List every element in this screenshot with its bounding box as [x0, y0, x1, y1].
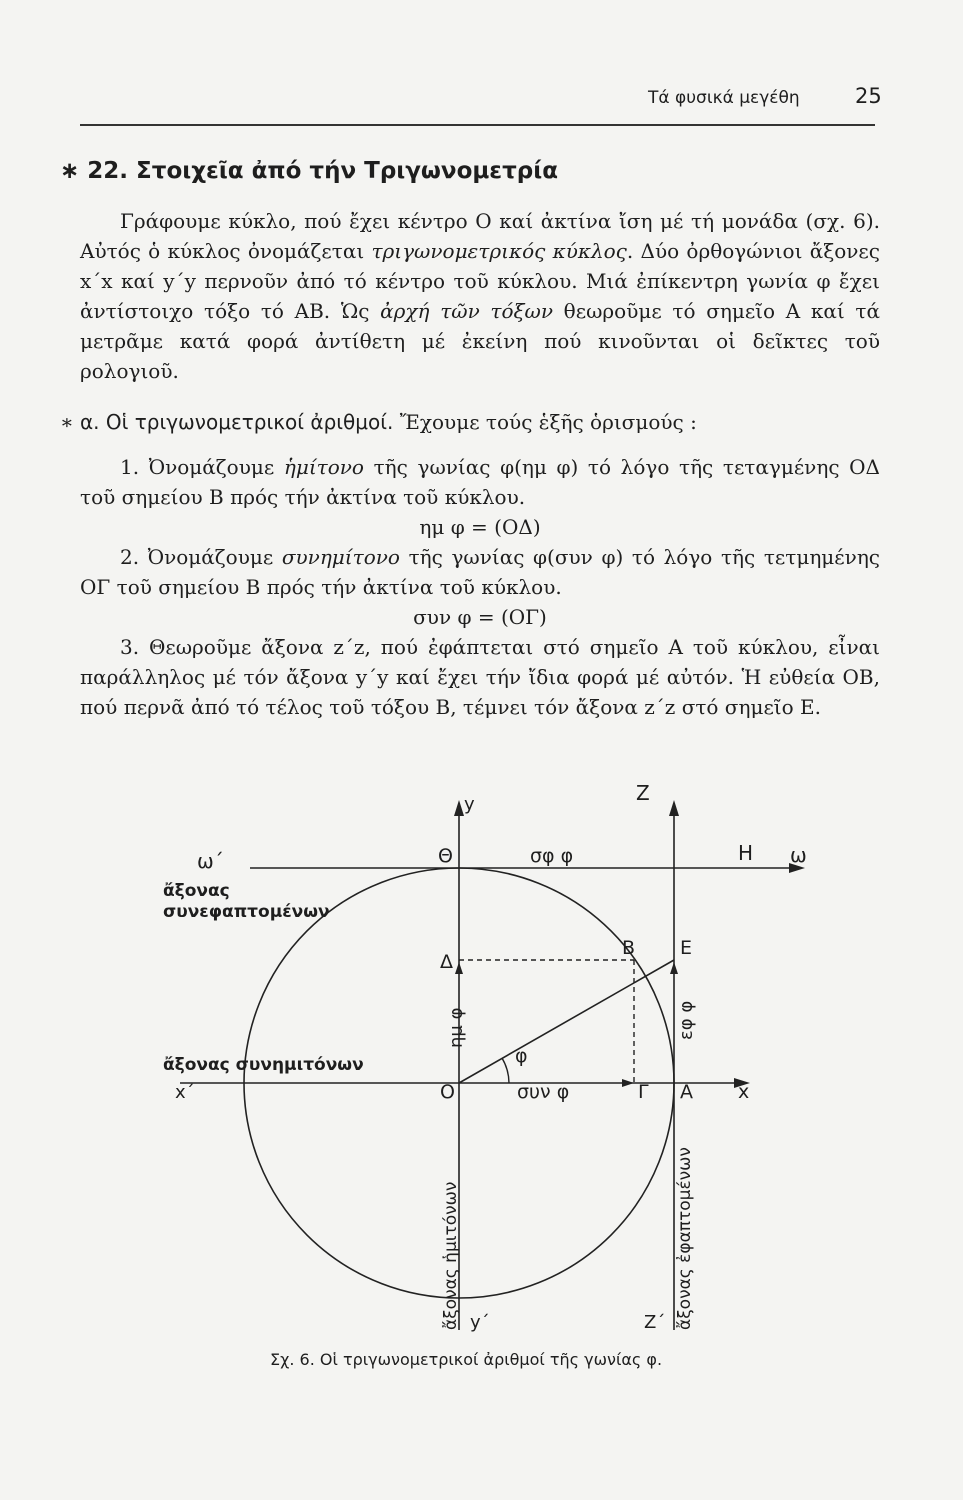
label-gamma: Γ [638, 1081, 649, 1103]
cot-axis-label-1: ἄξονας [163, 881, 230, 901]
subsection-text: Ἔχουμε τούς ἑξῆς ὁρισμούς : [393, 410, 697, 434]
intro-text-3: θεωροῦμε τό σημεῖο Α καί τά μετρᾶμε κατά φορά ἀντίθετη μέ ἐκείνη πού κινοῦνται οἱ δεῖκτες τοῦ ρολογιοῦ. [80, 299, 880, 383]
label-o: Ο [440, 1081, 455, 1103]
label-a: Α [680, 1081, 693, 1103]
label-y-prime: y΄ [470, 1312, 490, 1333]
intro-text-1: Γράφουμε κύκλο, πού ἔχει κέντρο Ο καί ἀκτίνα ἴση μέ τή μονάδα (σχ. 6). Αὐτός ὁ κύκλος ὀνομάζεται [80, 209, 880, 263]
intro-term-2: ἀρχή τῶν τόξων [380, 299, 553, 323]
label-theta: Θ [438, 845, 453, 867]
label-cot-phi: σφ φ [530, 845, 574, 867]
formula-sine: ημ φ = (ΟΔ) [419, 515, 541, 539]
definition-3: 3. Θεωροῦμε ἄξονα z΄z, πού ἐφάπτεται στό σημεῖο Α τοῦ κύκλου, εἶναι παράλληλος μέ τόν ἄξονα y΄y καί ἔχει τήν ἴδια φορά μέ αὐτόν. Ἡ εὐθεία ΟΒ, πού περνᾶ ἀπό τό τέλος τοῦ τόξου Β, τέμνει τόν ἄξονα z΄z στό σημεῖο Ε. [80, 635, 880, 719]
sine-arrow [455, 962, 463, 974]
tangent-axis-arrow [669, 800, 679, 816]
label-h: Η [738, 841, 754, 865]
label-tan-phi: εφ φ [676, 1000, 697, 1040]
tangent-arrow [670, 962, 678, 974]
term-sine: ἡμίτονο [283, 455, 364, 479]
definition-1: 1. Ὀνομάζουμε ἡμίτονο τῆς γωνίας φ(ημ φ) τό λόγο τῆς τεταγμένης ΟΔ τοῦ σημείου Β πρός τήν ἀκτίνα τοῦ κύκλου. [80, 455, 880, 509]
label-x: x [738, 1081, 750, 1103]
subsection-marker: ∗ [60, 410, 74, 434]
cot-axis-label-2: συνεφαπτομένων [163, 902, 330, 922]
section-marker: ∗ [60, 158, 80, 184]
page-number: 25 [855, 84, 882, 108]
label-omega-prime: ω΄ [197, 849, 224, 873]
label-z-prime: Ζ΄ [644, 1312, 666, 1333]
label-delta: Δ [440, 951, 453, 973]
running-title: Τά φυσικά μεγέθη [648, 88, 800, 108]
label-phi: φ [515, 1045, 528, 1067]
formula-cosine: συν φ = (ΟΓ) [413, 605, 547, 629]
section-title: 22. Στοιχεῖα ἀπό τήν Τριγωνομετρία [87, 158, 559, 184]
radius-ob [459, 960, 674, 1083]
label-cos-phi: συν φ [517, 1081, 570, 1103]
angle-arc [502, 1058, 509, 1083]
label-omega: ω [790, 843, 807, 867]
label-z: Z [636, 781, 650, 805]
definition-2: 2. Ὀνομάζουμε συνημίτονο τῆς γωνίας φ(συν φ) τό λόγο τῆς τετμημένης ΟΓ τοῦ σημείου Β πρός τήν ἀκτίνα τοῦ κύκλου. [80, 545, 880, 599]
y-axis-arrow [454, 800, 464, 816]
term-cosine: συνημίτονο [281, 545, 400, 569]
intro-text-2: . Δύο ὀρθογώνιοι ἄξονες x΄x καί y΄y περνοῦν ἀπό τό κέντρο τοῦ κύκλου. Μιά ἐπίκεντρη γωνία φ ἔχει ἀντίστοιχο τόξο τό ΑΒ. Ὡς [80, 239, 880, 323]
cosine-arrow [622, 1079, 634, 1087]
subsection-heading: α. Οἱ τριγωνομετρικοί ἀριθμοί. [79, 410, 394, 434]
label-e: Ε [680, 937, 693, 959]
cos-axis-label: ἄξονας συνημιτόνων [163, 1055, 364, 1075]
label-x-prime: x΄ [175, 1082, 195, 1103]
tan-axis-label: ἄξονας ἐφαπτομένων [675, 1147, 695, 1330]
sin-axis-label: ἄξονας ἡμιτόνων [441, 1181, 461, 1330]
label-b: Β [622, 937, 636, 959]
intro-term-1: τριγωνομετρικός κύκλος [371, 239, 627, 263]
label-y: y [464, 794, 475, 815]
label-sin-phi: ημ φ [446, 1007, 467, 1048]
figure-caption: Σχ. 6. Οἱ τριγωνομετρικοί ἀριθμοί τῆς γωνίας φ. [270, 1350, 663, 1369]
